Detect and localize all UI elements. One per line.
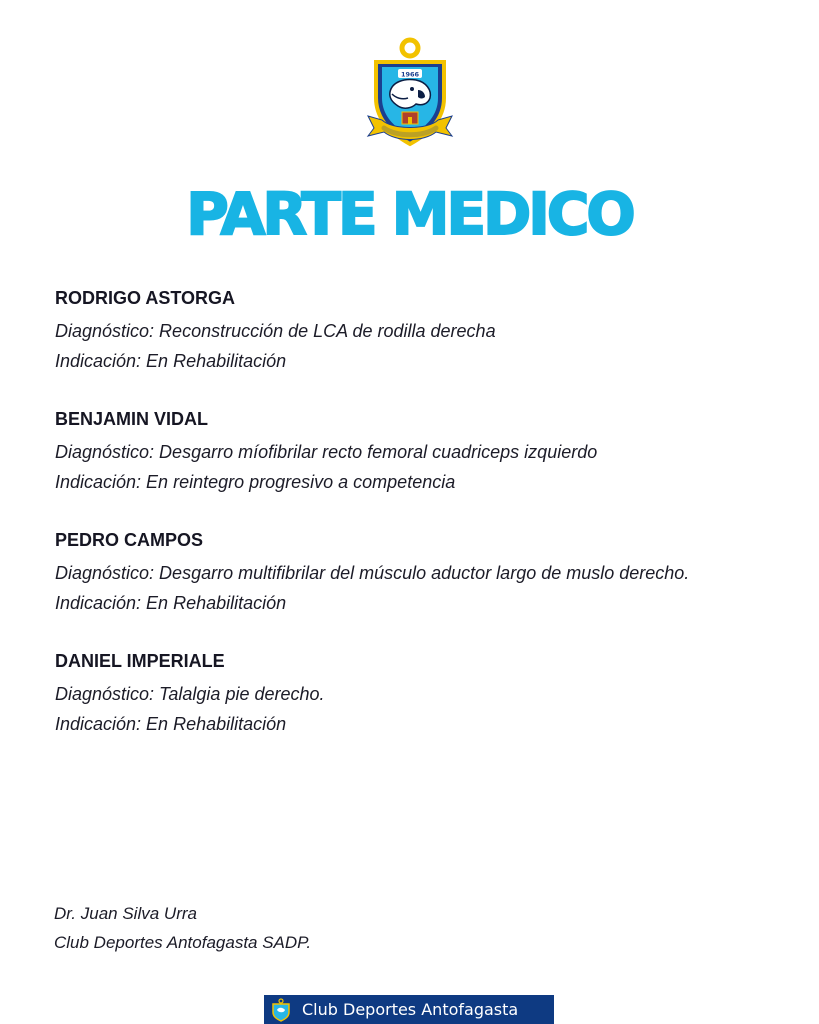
player-name: DANIEL IMPERIALE [55, 651, 225, 671]
player-name: RODRIGO ASTORGA [55, 288, 236, 308]
player-diagnosis: Diagnóstico: Desgarro míofibrilar recto femoral cuadriceps izquierdo [55, 442, 598, 462]
player-indication: Indicación: En Rehabilitación [55, 351, 287, 371]
player-entry [55, 649, 765, 739]
club-crest-logo [362, 36, 458, 152]
club-crest-icon [268, 997, 294, 1023]
player-indication: Indicación: En Rehabilitación [55, 593, 287, 613]
player-diagnosis: Diagnóstico: Reconstrucción de LCA de rodilla derecha [55, 321, 496, 341]
player-indication: Indicación: En reintegro progresivo a competencia [55, 472, 456, 492]
doctor-name: Dr. Juan Silva Urra [54, 904, 197, 923]
player-name: BENJAMIN VIDAL [55, 409, 209, 429]
player-entry [55, 286, 765, 376]
footer-label: Club Deportes Antofagasta [302, 1000, 519, 1019]
crest-year: 1966 [400, 70, 420, 79]
player-name: PEDRO CAMPOS [55, 530, 204, 550]
player-indication: Indicación: En Rehabilitación [55, 714, 287, 734]
player-entry [55, 407, 765, 497]
signature-block [54, 899, 311, 957]
page-title: PARTE MEDICO [186, 180, 633, 248]
medical-report [55, 286, 765, 770]
footer-social-badge [264, 995, 554, 1024]
club-legal-name: Club Deportes Antofagasta SADP. [54, 933, 312, 952]
player-diagnosis: Diagnóstico: Desgarro multifibrilar del músculo aductor largo de muslo derecho. [55, 563, 690, 583]
player-diagnosis: Diagnóstico: Talalgia pie derecho. [55, 684, 325, 704]
player-entry [55, 528, 765, 618]
